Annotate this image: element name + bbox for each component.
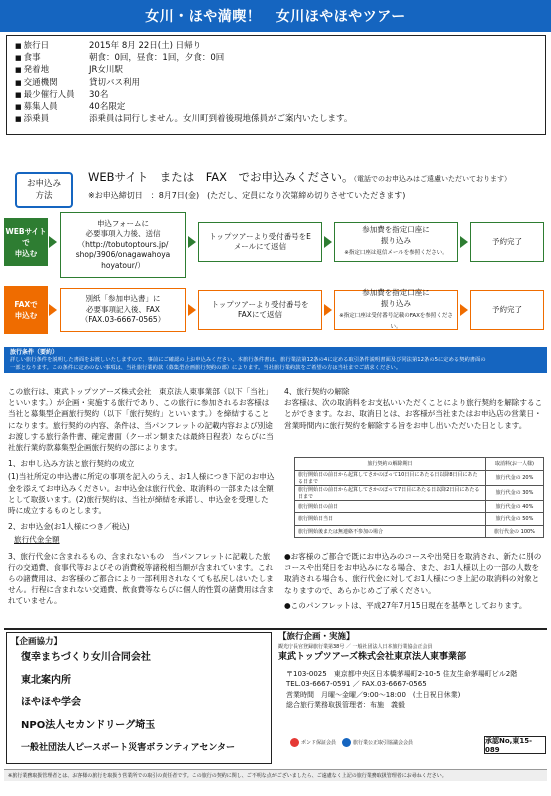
bond-icon — [290, 738, 299, 747]
fax-step-payment: 参加費を指定口座に 振り込み ※指定口座は受付番号記載のFAXを参照ください。 — [334, 290, 458, 330]
divider — [4, 628, 547, 630]
partner-org: 一般社団法人ピースボート災害ボランティアセンター — [21, 743, 236, 753]
partner-org: 東北案内所 — [21, 674, 71, 686]
section-body: お客様は、次の取消料をお支払いいただくことにより旅行契約を解除することができます。なお、取消日とは、お客様が当社またはお申込店の営業日・営業時間内に旅行契約を解除する旨をお申し出いただいた日とします。 — [284, 398, 543, 430]
terms-right-column — [284, 386, 546, 431]
table-row: 旅行開始日当日 旅行代金の 50% — [295, 513, 544, 526]
approval-number: 承認No,東15-089 — [484, 736, 546, 754]
deposit-value: 旅行代金全額 — [14, 535, 60, 545]
web-step-complete: 予約完了 — [470, 222, 544, 262]
partner-org: 復幸まちづくり女川合同会社 — [21, 652, 151, 663]
member-logos — [290, 738, 413, 747]
note-text: ●お客様のご都合で既にお申込みのコースや出発日を取消され、新たに別のコースや出発日をお申込みになる場合、また、お1人様以上の一部の人数を取消される場合も、旅行代金に対してお1人様につき上記の取消料の対象となりますので、あらかじめご了承ください。 — [284, 552, 542, 595]
arrow-icon — [188, 304, 196, 316]
section-title: 4、旅行契約の解除 — [284, 387, 350, 396]
arrow-icon — [324, 304, 332, 316]
section-title: 2、お申込金(お1人様につき／税込) — [8, 522, 130, 532]
note-text: ●このパンフレットは、平成27年7月15日現在を基準としております。 — [284, 600, 527, 610]
arrow-icon — [460, 304, 468, 316]
terms-left-column — [8, 386, 276, 609]
planning-partners-box: 【企画協力】 復幸まちづくり女川合同会社 東北案内所 ほやほや学会 NPO法人セカンドリーグ埼玉 一般社団法人ピースボート災害ボランティアセンター — [6, 632, 272, 764]
web-step-form: 申込フォームに 必要事項入力後、送信 （http://tobutoptours.jp/ shop/3906/onagawahoya hoyatour/） — [60, 212, 186, 278]
bond-logo: ボンド保証会員 — [290, 738, 336, 747]
table-row: 旅行開始日の前日から起算してさかのぼって10日目にあたる日以降8日目にあたる日まで 旅行代金の 20% — [295, 470, 544, 485]
apply-deadline: ※お申込締切日 ：8月7日(金) (ただし、定員になり次第締め切りさせていただきます) — [88, 191, 406, 200]
section-title: 1、お申し込み方法と旅行契約の成立 — [8, 459, 135, 469]
fair-trade-logo: 旅行業公正取引協議会会員 — [342, 738, 413, 747]
fax-apply-label: FAXで 申込む — [4, 286, 48, 334]
apply-title: WEBサイト または FAX でお申込みください。（電話でのお申込みはご遠慮いただいております） — [88, 170, 512, 184]
info-row-meals: ■ 食事 朝食：0回，昼食：1回，夕食：0回 — [15, 52, 537, 64]
apply-method-label: お申込み 方法 — [15, 172, 73, 208]
info-row-capacity: ■ 募集人員 40名限定 — [15, 101, 537, 113]
arrow-icon — [49, 304, 57, 316]
terms-intro: この旅行は、東武トップツアーズ株式会社 東京法人東事業部（以下「当社」といいます。）が企画・実施する旅行であり、この旅行に参加されるお客様は当社と募集型企画旅行契約（以下「旅行契約」といいます。）を締結することになります。旅行契約の内容、条件は、当パンフレットの記載内容および別途お渡しする旅行条件書、確定書面（クーポン類または最終日程表）ならびに当社旅行業約款募集型企画旅行契約の部によります。 — [8, 387, 274, 453]
fax-step-receipt: トップツアーより受付番号を FAXにて返信 — [198, 290, 322, 330]
table-header-row: 旅行契約の解除期日 取消料(お一人様) — [295, 458, 544, 471]
table-row: 旅行開始日の前日 旅行代金の 40% — [295, 500, 544, 513]
partner-org: ほやほや学会 — [21, 697, 81, 708]
fax-step-complete: 予約完了 — [470, 290, 544, 330]
arrow-icon — [324, 236, 332, 248]
conditions-bar: 旅行条件（要約） 詳しい旅行条件を説明した書面をお渡しいたしますので、事前にご確認の上お申込みください。本旅行条件書は、旅行業法第12条の4に定める取引条件説明書面及び同法第12条の5に定める契約書面の 一部となります。この条件に定めのない事項は、当社旅行業約款（募集型企画旅行契約の部）によります。当社旅行業約款をご希望の方は当社までご請求ください。 — [4, 347, 547, 373]
web-step-payment: 参加費を指定口座に 振り込み ※指定口座は返信メールを参照ください。 — [334, 222, 458, 262]
info-row-guide: ■ 添乗員 添乗員は同行しません。女川町到着後現地係員がご案内いたします。 — [15, 113, 537, 125]
arrow-icon — [460, 236, 468, 248]
web-apply-label: WEBサイトで 申込む — [4, 218, 48, 266]
organizer-info: 【旅行企画・実施】 観光庁長官登録旅行業第38号 ／ 一般社団法人日本旅行業協会正会員 東武トップツアーズ株式会社東京法人東事業部 〒103-0025 東京都中央区日本橋茅場町2-10-5 住友生命茅場町ビル2階 TEL.03-6667-0591 ／ FAX.03-6667-0565 営業時間 月曜～金曜／9:00～18:00 (土日祝日休業) 総合旅行業務取扱管理者：布施 義毅 — [278, 632, 546, 711]
arrow-icon — [49, 236, 57, 248]
bottom-disclaimer: ※旅行業務取扱管理者とは、お客様の旅行を取扱う営業所での取引の責任者です。この旅行の契約に関し、ご不明な点がございましたら、ご遠慮なく上記の旅行業務取扱管理者にお尋ねください。 — [4, 769, 547, 781]
tour-info-box — [6, 35, 546, 135]
fax-step-form: 別紙「参加申込書」に 必要事項記入後、FAX （FAX.03-6667-0565） — [60, 288, 186, 332]
web-step-receipt: トップツアーより受付番号をE メールにて返信 — [198, 222, 322, 262]
organizer-company: 東武トップツアーズ株式会社東京法人東事業部 — [278, 651, 467, 662]
table-row: 旅行開始日の前日から起算してさかのぼって7日目にあたる日以降2日目にあたる日まで 旅行代金の 30% — [295, 485, 544, 500]
info-row-transport: ■ 交通機関 貸切バス利用 — [15, 77, 537, 89]
info-row-departure: ■ 発着地 JR女川駅 — [15, 64, 537, 76]
section-body: 3、旅行代金に含まれるもの、含まれないもの 当パンフレットに記載した旅行の交通費、食事代等およびその消費税等諸税相当額が含まれています。これらの諸費用は、お客様のご都合により一部利用されなくても払戻しはいたしません。行程に含まれない交通費、飲食費等ならびに個人的性質の諸費用は含まれていません。 — [8, 551, 275, 606]
cancellation-table — [294, 457, 544, 538]
section-body: (1)当社所定の申込書に所定の事項を記入のうえ、お1人様につき下記のお申込金を添えてお申込みください。お申込金は旅行代金、取消料の一部または全額として取扱います。(2)旅行契約は、当社が締結を承諾し、申込金を受理した時に成立するものとします。 — [8, 472, 275, 516]
info-row-date: ■ 旅行日 2015年 8月 22日(土) 日帰り — [15, 40, 537, 52]
arrow-icon — [188, 236, 196, 248]
info-row-minimum: ■ 最少催行人員 30名 — [15, 89, 537, 101]
table-row: 旅行開始後または無連絡不参加の場合 旅行代金の 100% — [295, 525, 544, 538]
fair-trade-icon — [342, 738, 351, 747]
partner-org: NPO法人セカンドリーグ埼玉 — [21, 719, 156, 731]
page-title: 女川・ほや満喫！ 女川ほやほやツアー — [0, 0, 551, 32]
terms-notes — [284, 551, 546, 611]
